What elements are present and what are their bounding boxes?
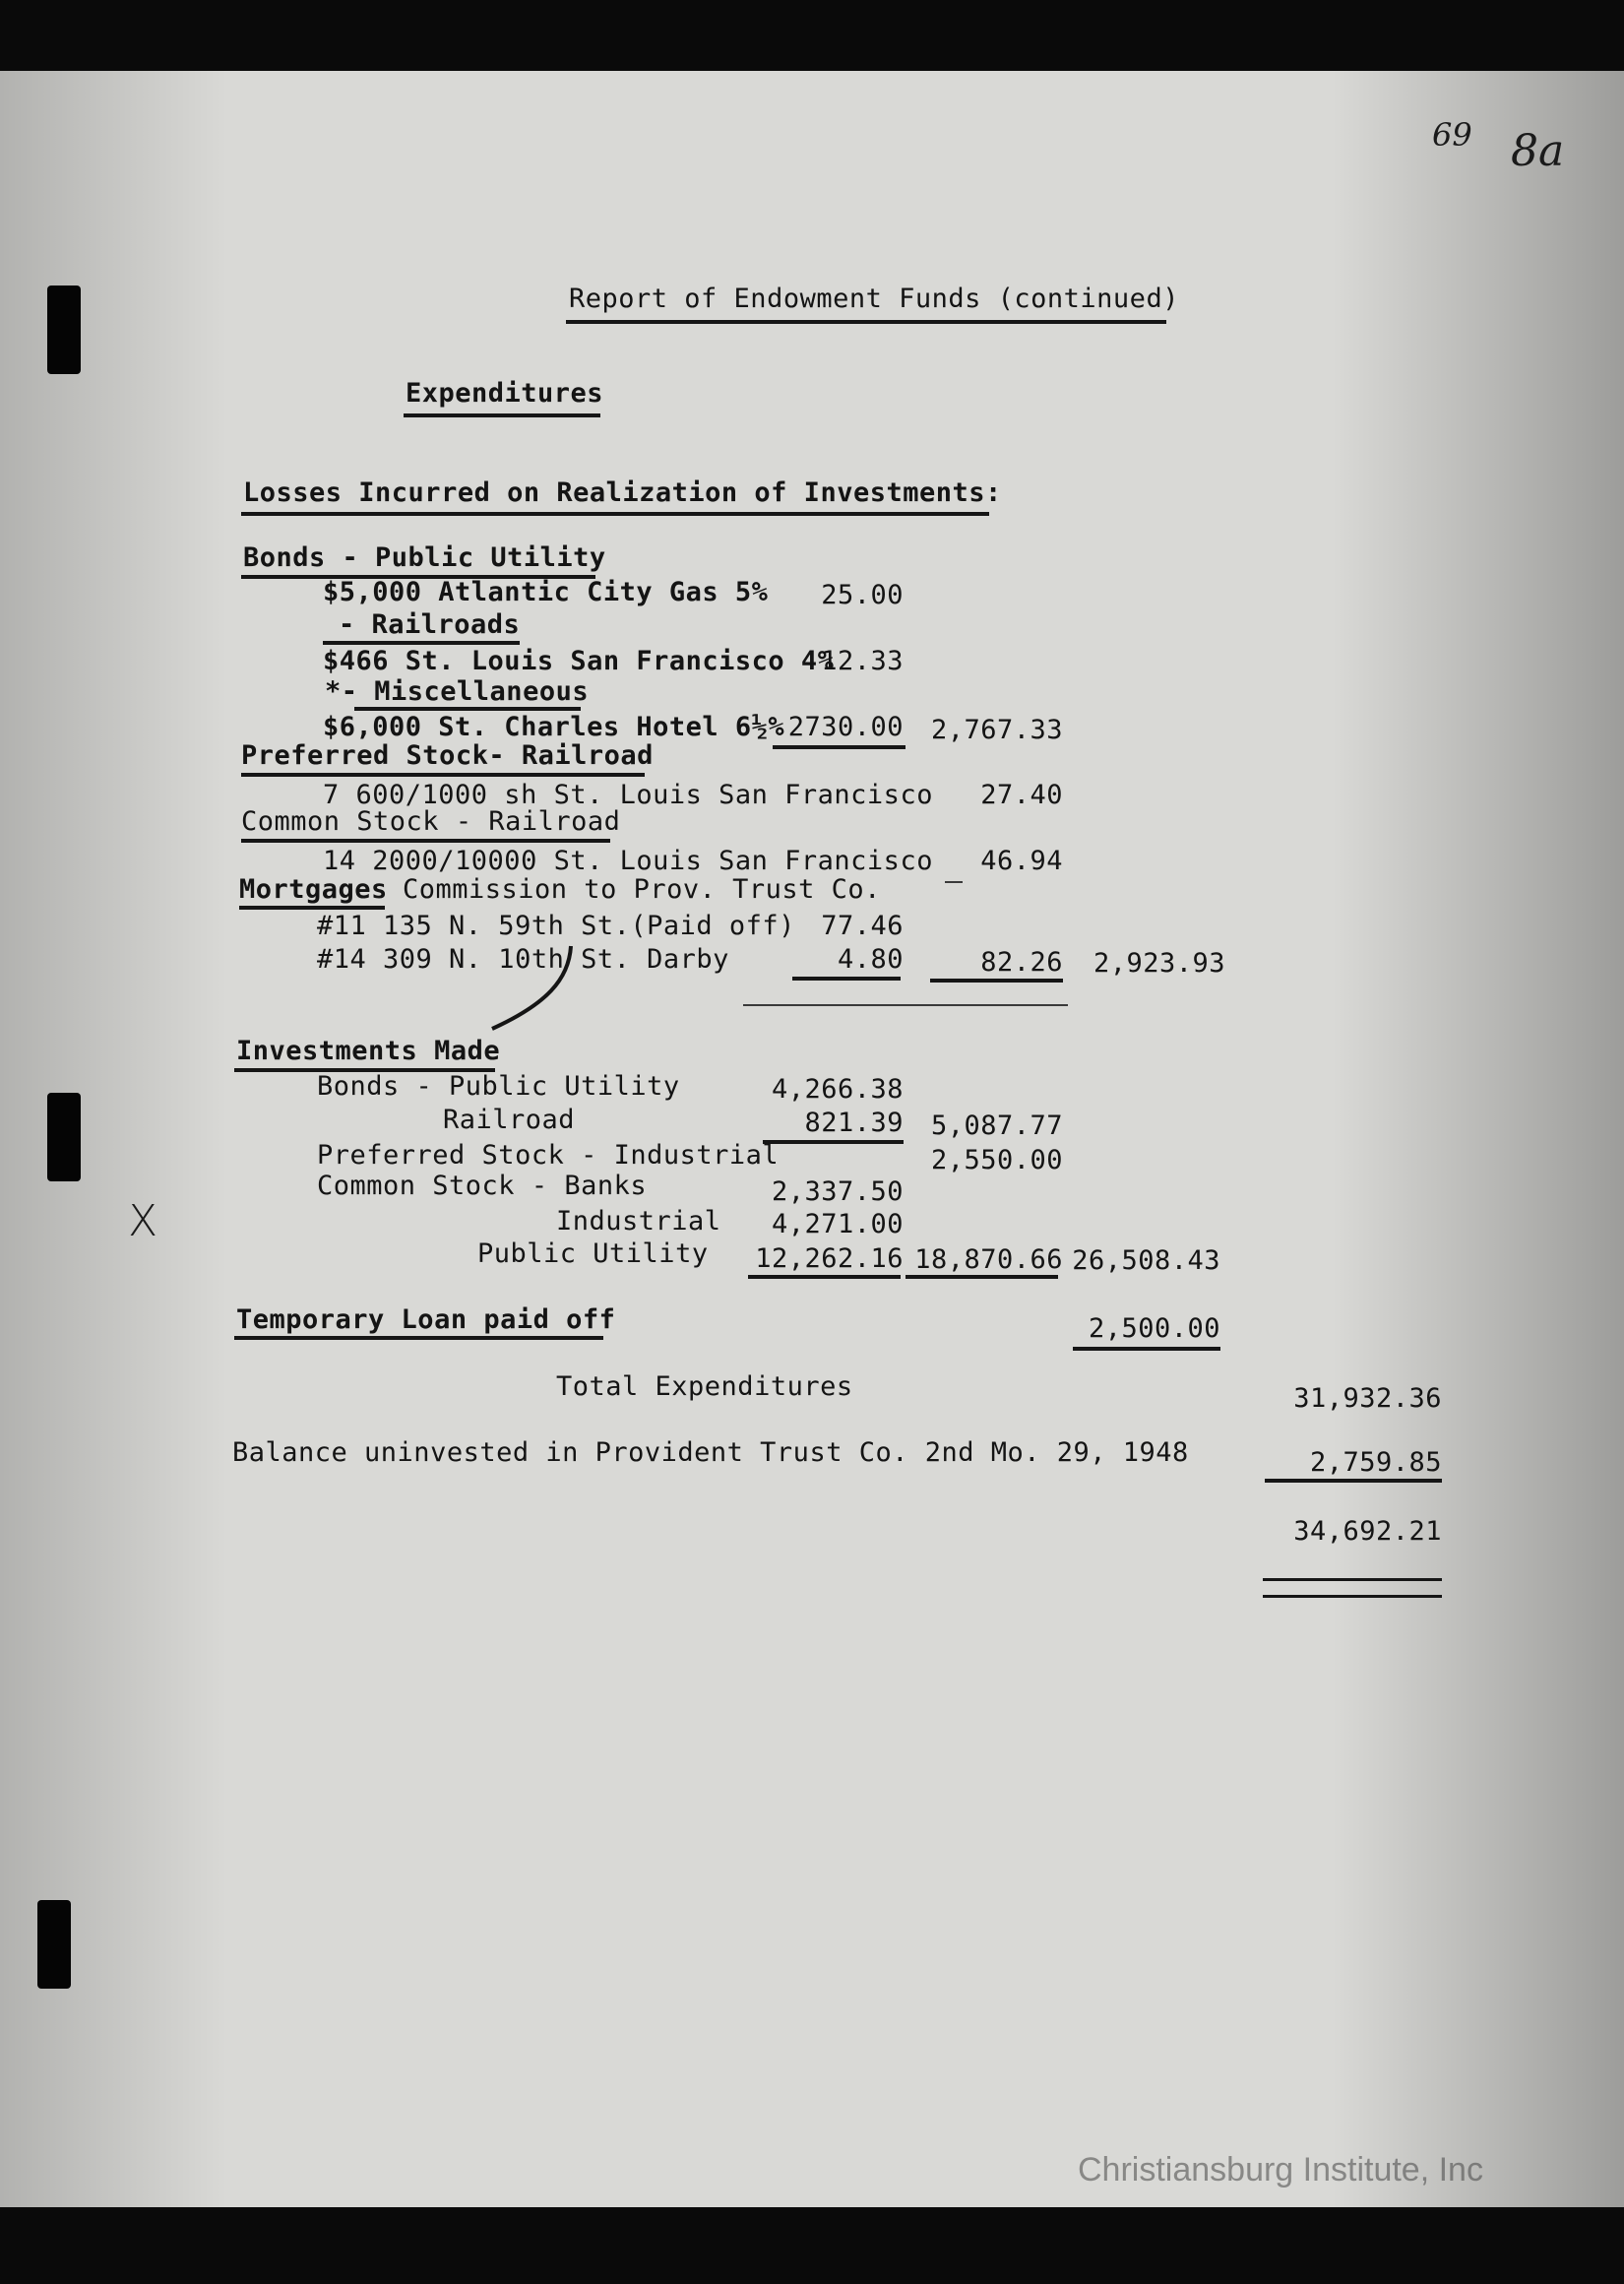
preferred-heading-underline <box>241 773 645 777</box>
mortgages-heading: Mortgages <box>239 874 388 905</box>
pen-stroke-icon <box>472 940 581 1048</box>
bond-row-label: $6,000 St. Charles Hotel 6½% <box>323 712 785 742</box>
common-row-amount: 46.94 <box>980 846 1063 876</box>
bond-row-amount: 12.33 <box>821 646 904 676</box>
investments-heading: Investments Made <box>236 1036 501 1066</box>
mortgage-row-label: #14 309 N. 10th St. Darby <box>317 944 729 975</box>
investment-label: Industrial <box>556 1206 721 1237</box>
investment-subtotal: 18,870.66 <box>914 1244 1063 1275</box>
losses-grand-total: 2,923.93 <box>1093 948 1225 979</box>
bond-row-label: $5,000 Atlantic City Gas 5% <box>323 577 769 607</box>
mortgage-amount-underline <box>792 977 901 981</box>
investment-label: Bonds - Public Utility <box>317 1071 680 1102</box>
balance-amount: 2,759.85 <box>1309 1447 1442 1478</box>
section-heading: Expenditures <box>406 378 604 409</box>
mortgages-heading-underline <box>239 906 385 910</box>
investment-label: Railroad <box>443 1105 576 1135</box>
investment-label: Common Stock - Banks <box>317 1171 648 1201</box>
railroads-heading-underline <box>323 641 520 645</box>
common-heading-underline <box>241 839 610 843</box>
section-heading-underline <box>404 413 600 417</box>
common-amount-tick <box>945 881 963 883</box>
total-expenditures-amount: 31,932.36 <box>1293 1383 1442 1414</box>
preferred-heading: Preferred Stock- Railroad <box>241 740 654 771</box>
document-page <box>0 71 1624 2207</box>
investment-amount: 4,271.00 <box>771 1209 904 1239</box>
mortgage-row-label: #11 135 N. 59th St.(Paid off) <box>317 911 795 941</box>
common-row-label: 14 2000/10000 St. Louis San Francisco <box>323 846 933 876</box>
investment-subtotal: 2,550.00 <box>930 1145 1063 1175</box>
margin-x-mark: X <box>128 1196 158 1246</box>
grand-total: 34,692.21 <box>1293 1516 1442 1547</box>
investment-amount: 2,337.50 <box>771 1176 904 1207</box>
bond-row-label: $466 St. Louis San Francisco 4% <box>323 646 835 676</box>
bond-row-amount: 2730.00 <box>787 712 904 742</box>
preferred-row-amount: 27.40 <box>980 780 1063 810</box>
bonds-loss-total: 2,767.33 <box>930 715 1063 745</box>
loan-amount-underline <box>1073 1347 1220 1351</box>
public-utility-underline <box>748 1275 901 1279</box>
railroad-amount-underline <box>763 1140 904 1144</box>
binder-hole-top <box>47 286 81 374</box>
loan-label-underline <box>234 1336 603 1340</box>
total-expenditures-label: Total Expenditures <box>556 1371 853 1402</box>
losses-heading-underline <box>241 512 989 516</box>
common-heading: Common Stock - Railroad <box>241 806 621 837</box>
mortgage-row-amount: 77.46 <box>821 911 904 941</box>
balance-amount-underline <box>1265 1479 1442 1483</box>
bonds-amount-underline <box>773 745 906 749</box>
watermark: Christiansburg Institute, Inc <box>1078 2151 1483 2189</box>
handwritten-page-number: 69 <box>1432 116 1472 154</box>
binder-hole-middle <box>47 1093 81 1181</box>
losses-heading: Losses Incurred on Realization of Investments: <box>243 477 1002 508</box>
binder-hole-bottom <box>37 1900 71 1989</box>
investments-total: 26,508.43 <box>1072 1245 1220 1276</box>
page-title: Report of Endowment Funds (continued) <box>569 284 1179 314</box>
bonds-heading: Bonds - Public Utility <box>243 542 606 573</box>
losses-separator-line <box>743 1004 1068 1006</box>
loan-amount: 2,500.00 <box>1088 1313 1220 1344</box>
mortgages-note: Commission to Prov. Trust Co. <box>403 874 881 905</box>
railroads-heading: - Railroads <box>339 609 521 640</box>
handwritten-page-mark: 8a <box>1511 126 1565 176</box>
investment-label: Preferred Stock - Industrial <box>317 1140 780 1171</box>
investment-label: Public Utility <box>477 1238 709 1269</box>
grand-total-double-underline-bottom <box>1263 1595 1442 1598</box>
miscellaneous-heading-underline <box>354 707 581 711</box>
mortgages-total: 82.26 <box>980 947 1063 978</box>
miscellaneous-heading: *- Miscellaneous <box>325 676 590 707</box>
investment-subtotal: 5,087.77 <box>930 1110 1063 1141</box>
grand-total-double-underline-top <box>1263 1578 1442 1581</box>
title-underline <box>566 320 1166 324</box>
mortgages-total-underline <box>930 979 1063 983</box>
bond-row-amount: 25.00 <box>821 580 904 610</box>
investment-amount: 4,266.38 <box>771 1074 904 1105</box>
preferred-row-label: 7 600/1000 sh St. Louis San Francisco <box>323 780 933 810</box>
loan-label: Temporary Loan paid off <box>236 1304 616 1335</box>
investment-amount: 12,262.16 <box>755 1243 904 1274</box>
balance-label: Balance uninvested in Provident Trust Co. 2nd Mo. 29, 1948 <box>232 1437 1189 1468</box>
investment-amount: 821.39 <box>804 1108 904 1138</box>
common-total-underline <box>906 1275 1058 1279</box>
mortgage-row-amount: 4.80 <box>837 944 904 975</box>
